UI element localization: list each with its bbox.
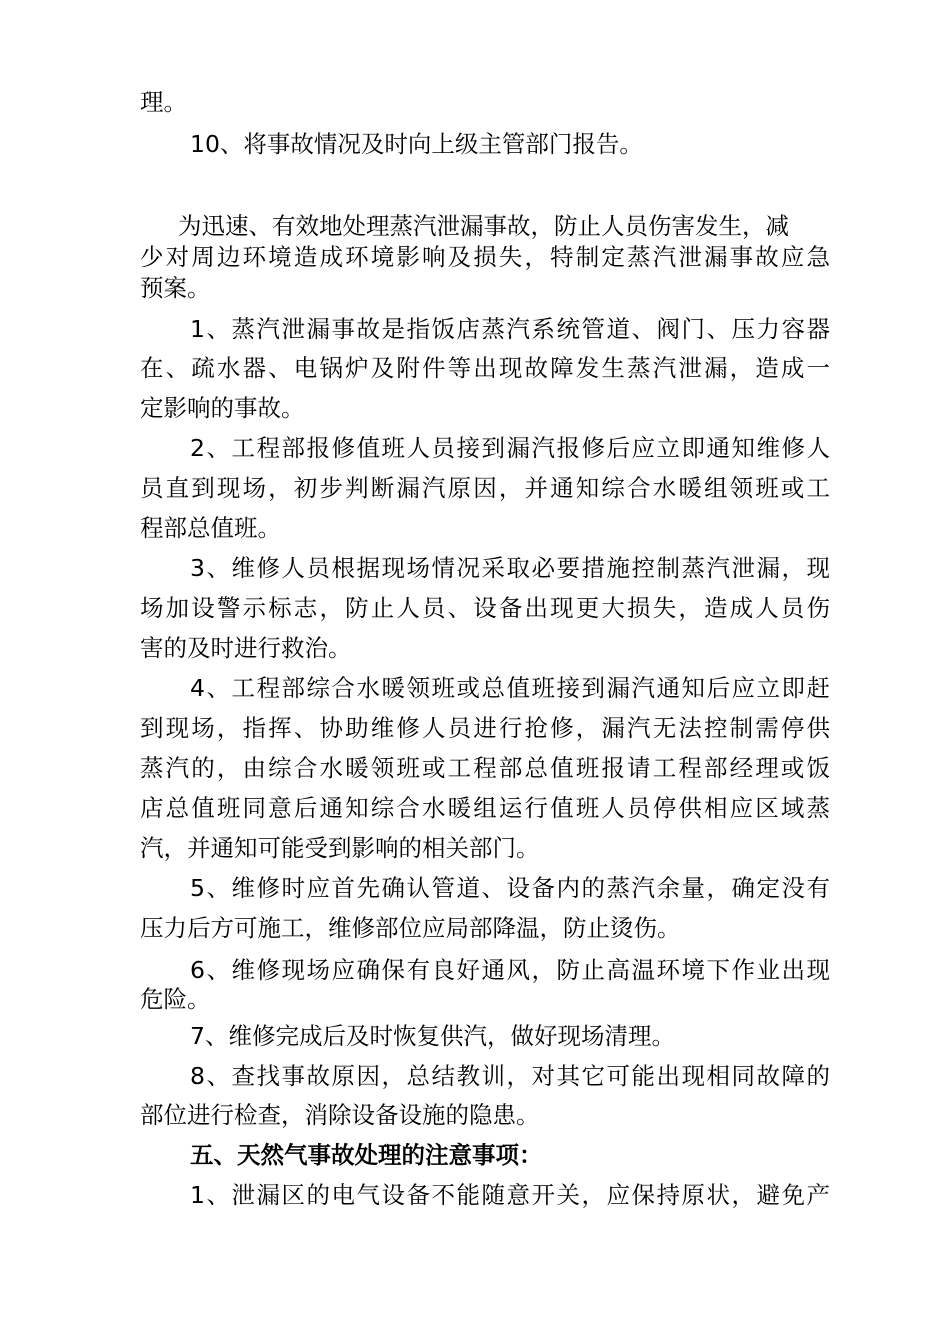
text-line: 3、维修人员根据现场情况采取必要措施控制蒸汽泄漏，现 (190, 554, 830, 582)
text-line: 5、维修时应首先确认管道、设备内的蒸汽余量，确定没有 (190, 874, 830, 902)
text-line: 预案。 (140, 274, 211, 302)
text-line: 定影响的事故。 (140, 394, 305, 422)
text-line: 4、工程部综合水暖领班或总值班接到漏汽通知后应立即赶 (190, 674, 830, 702)
text-line: 1、泄漏区的电气设备不能随意开关，应保持原状，避免产 (190, 1181, 830, 1209)
text-line: 1、蒸汽泄漏事故是指饭店蒸汽系统管道、阀门、压力容器 (190, 315, 830, 343)
text-line: 为迅速、有效地处理蒸汽泄漏事故，防止人员伤害发生，减 (178, 212, 789, 240)
text-line: 场加设警示标志，防止人员、设备出现更大损失，造成人员伤 (140, 594, 830, 622)
text-line: 10、将事故情况及时向上级主管部门报告。 (190, 130, 643, 158)
text-line: 蒸汽的，由综合水暖领班或工程部总值班报请工程部经理或饭 (140, 754, 830, 782)
text-line: 员直到现场，初步判断漏汽原因，并通知综合水暖组领班或工 (140, 474, 830, 502)
text-line: 少对周边环境造成环境影响及损失，特制定蒸汽泄漏事故应急 (140, 243, 830, 271)
text-line: 压力后方可施工，维修部位应局部降温，防止烫伤。 (140, 914, 681, 942)
text-line: 8、查找事故原因，总结教训，对其它可能出现相同故障的 (190, 1062, 830, 1090)
text-line: 程部总值班。 (140, 514, 281, 542)
section-heading: 五、天然气事故处理的注意事项： (190, 1141, 543, 1169)
text-line: 到现场，指挥、协助维修人员进行抢修，漏汽无法控制需停供 (140, 714, 830, 742)
text-line: 店总值班同意后通知综合水暖组运行值班人员停供相应区域蒸 (140, 794, 830, 822)
text-line: 7、维修完成后及时恢复供汽，做好现场清理。 (190, 1022, 675, 1050)
text-line: 汽，并通知可能受到影响的相关部门。 (140, 834, 540, 862)
text-line: 害的及时进行救治。 (140, 634, 352, 662)
text-line: 在、疏水器、电锅炉及附件等出现故障发生蒸汽泄漏，造成一 (140, 354, 830, 382)
text-line: 部位进行检查，消除设备设施的隐患。 (140, 1101, 540, 1129)
text-line: 危险。 (140, 985, 211, 1013)
text-line: 理。 (140, 88, 187, 116)
text-line: 2、工程部报修值班人员接到漏汽报修后应立即通知维修人 (190, 434, 830, 462)
text-line: 6、维修现场应确保有良好通风，防止高温环境下作业出现 (190, 956, 830, 984)
